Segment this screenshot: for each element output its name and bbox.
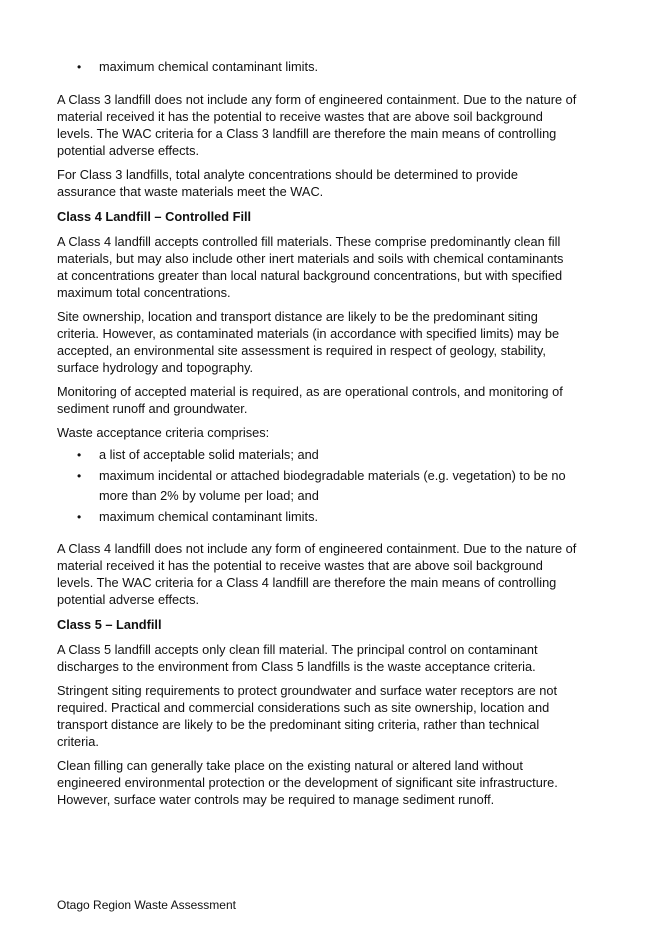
page-footer: Otago Region Waste Assessment	[57, 898, 236, 912]
heading-class5: Class 5 – Landfill	[57, 617, 162, 632]
bullet-icon: •	[77, 510, 82, 524]
bullet-icon: •	[77, 60, 82, 74]
paragraph-class3-containment: A Class 3 landfill does not include any form of engineered containment. Due to the nature of material received it has the potential to receive wastes that are above soil background levels. The WAC criteria for a Class 3 landfill are therefore the main means of controlling potential adverse effects.	[57, 92, 577, 158]
bullet-icon: •	[77, 448, 82, 462]
top-bullet-list	[57, 57, 577, 77]
class4-bullet-list	[57, 445, 577, 527]
paragraph-class4-containment: A Class 4 landfill does not include any form of engineered containment. Due to the nature of material received it has the potential to receive wastes that are above soil background levels. The WAC criteria for a Class 4 landfill are therefore the main means of controlling potential adverse effects.	[57, 541, 577, 607]
paragraph-class5-siting: Stringent siting requirements to protect groundwater and surface water receptors are not required. Practical and commercial considerations such as site ownership, location and transport distance are likely to be the predominant siting criteria, rather than technical criteria.	[57, 683, 558, 749]
list-item	[57, 57, 577, 77]
paragraph-class4-monitoring: Monitoring of accepted material is required, as are operational controls, and monitoring of sediment runoff and groundwater.	[57, 384, 563, 416]
paragraph-class5-accepts: A Class 5 landfill accepts only clean fill material. The principal control on contaminant discharges to the environment from Class 5 landfills is the waste acceptance criteria.	[57, 642, 538, 674]
bullet-text: a list of acceptable solid materials; and	[99, 447, 319, 462]
bullet-text: maximum incidental or attached biodegradable materials (e.g. vegetation) to be no more than 2% by volume per load; and	[99, 468, 566, 503]
heading-class4: Class 4 Landfill – Controlled Fill	[57, 209, 252, 224]
bullet-text: maximum chemical contaminant limits.	[99, 509, 319, 524]
list-item	[57, 466, 577, 506]
list-item	[57, 507, 577, 527]
bullet-text: maximum chemical contaminant limits.	[99, 59, 319, 74]
bullet-icon: •	[77, 469, 82, 483]
paragraph-class4-siting: Site ownership, location and transport distance are likely to be the predominant siting criteria. However, as contaminated materials (in accordance with specified limits) may be accepted, an environmental site assessment is required in respect of geology, stability, surface hydrology and topography.	[57, 309, 560, 375]
paragraph-class4-wac-intro: Waste acceptance criteria comprises:	[57, 425, 270, 440]
paragraph-class5-cleanfill: Clean filling can generally take place on the existing natural or altered land without engineered environmental protection or the development of significant site infrastructure. However, surface water controls may be required to manage sediment runoff.	[57, 758, 558, 807]
list-item	[57, 445, 577, 465]
document-page	[57, 57, 577, 808]
paragraph-class3-concentrations: For Class 3 landfills, total analyte concentrations should be determined to provide assurance that waste materials meet the WAC.	[57, 167, 518, 199]
paragraph-class4-accepts: A Class 4 landfill accepts controlled fill materials. These comprise predominantly clean fill materials, but may also include other inert materials and soils with chemical contaminants at concentrations greater than local natural background concentrations, but with specified maximum total concentrations.	[57, 234, 564, 300]
